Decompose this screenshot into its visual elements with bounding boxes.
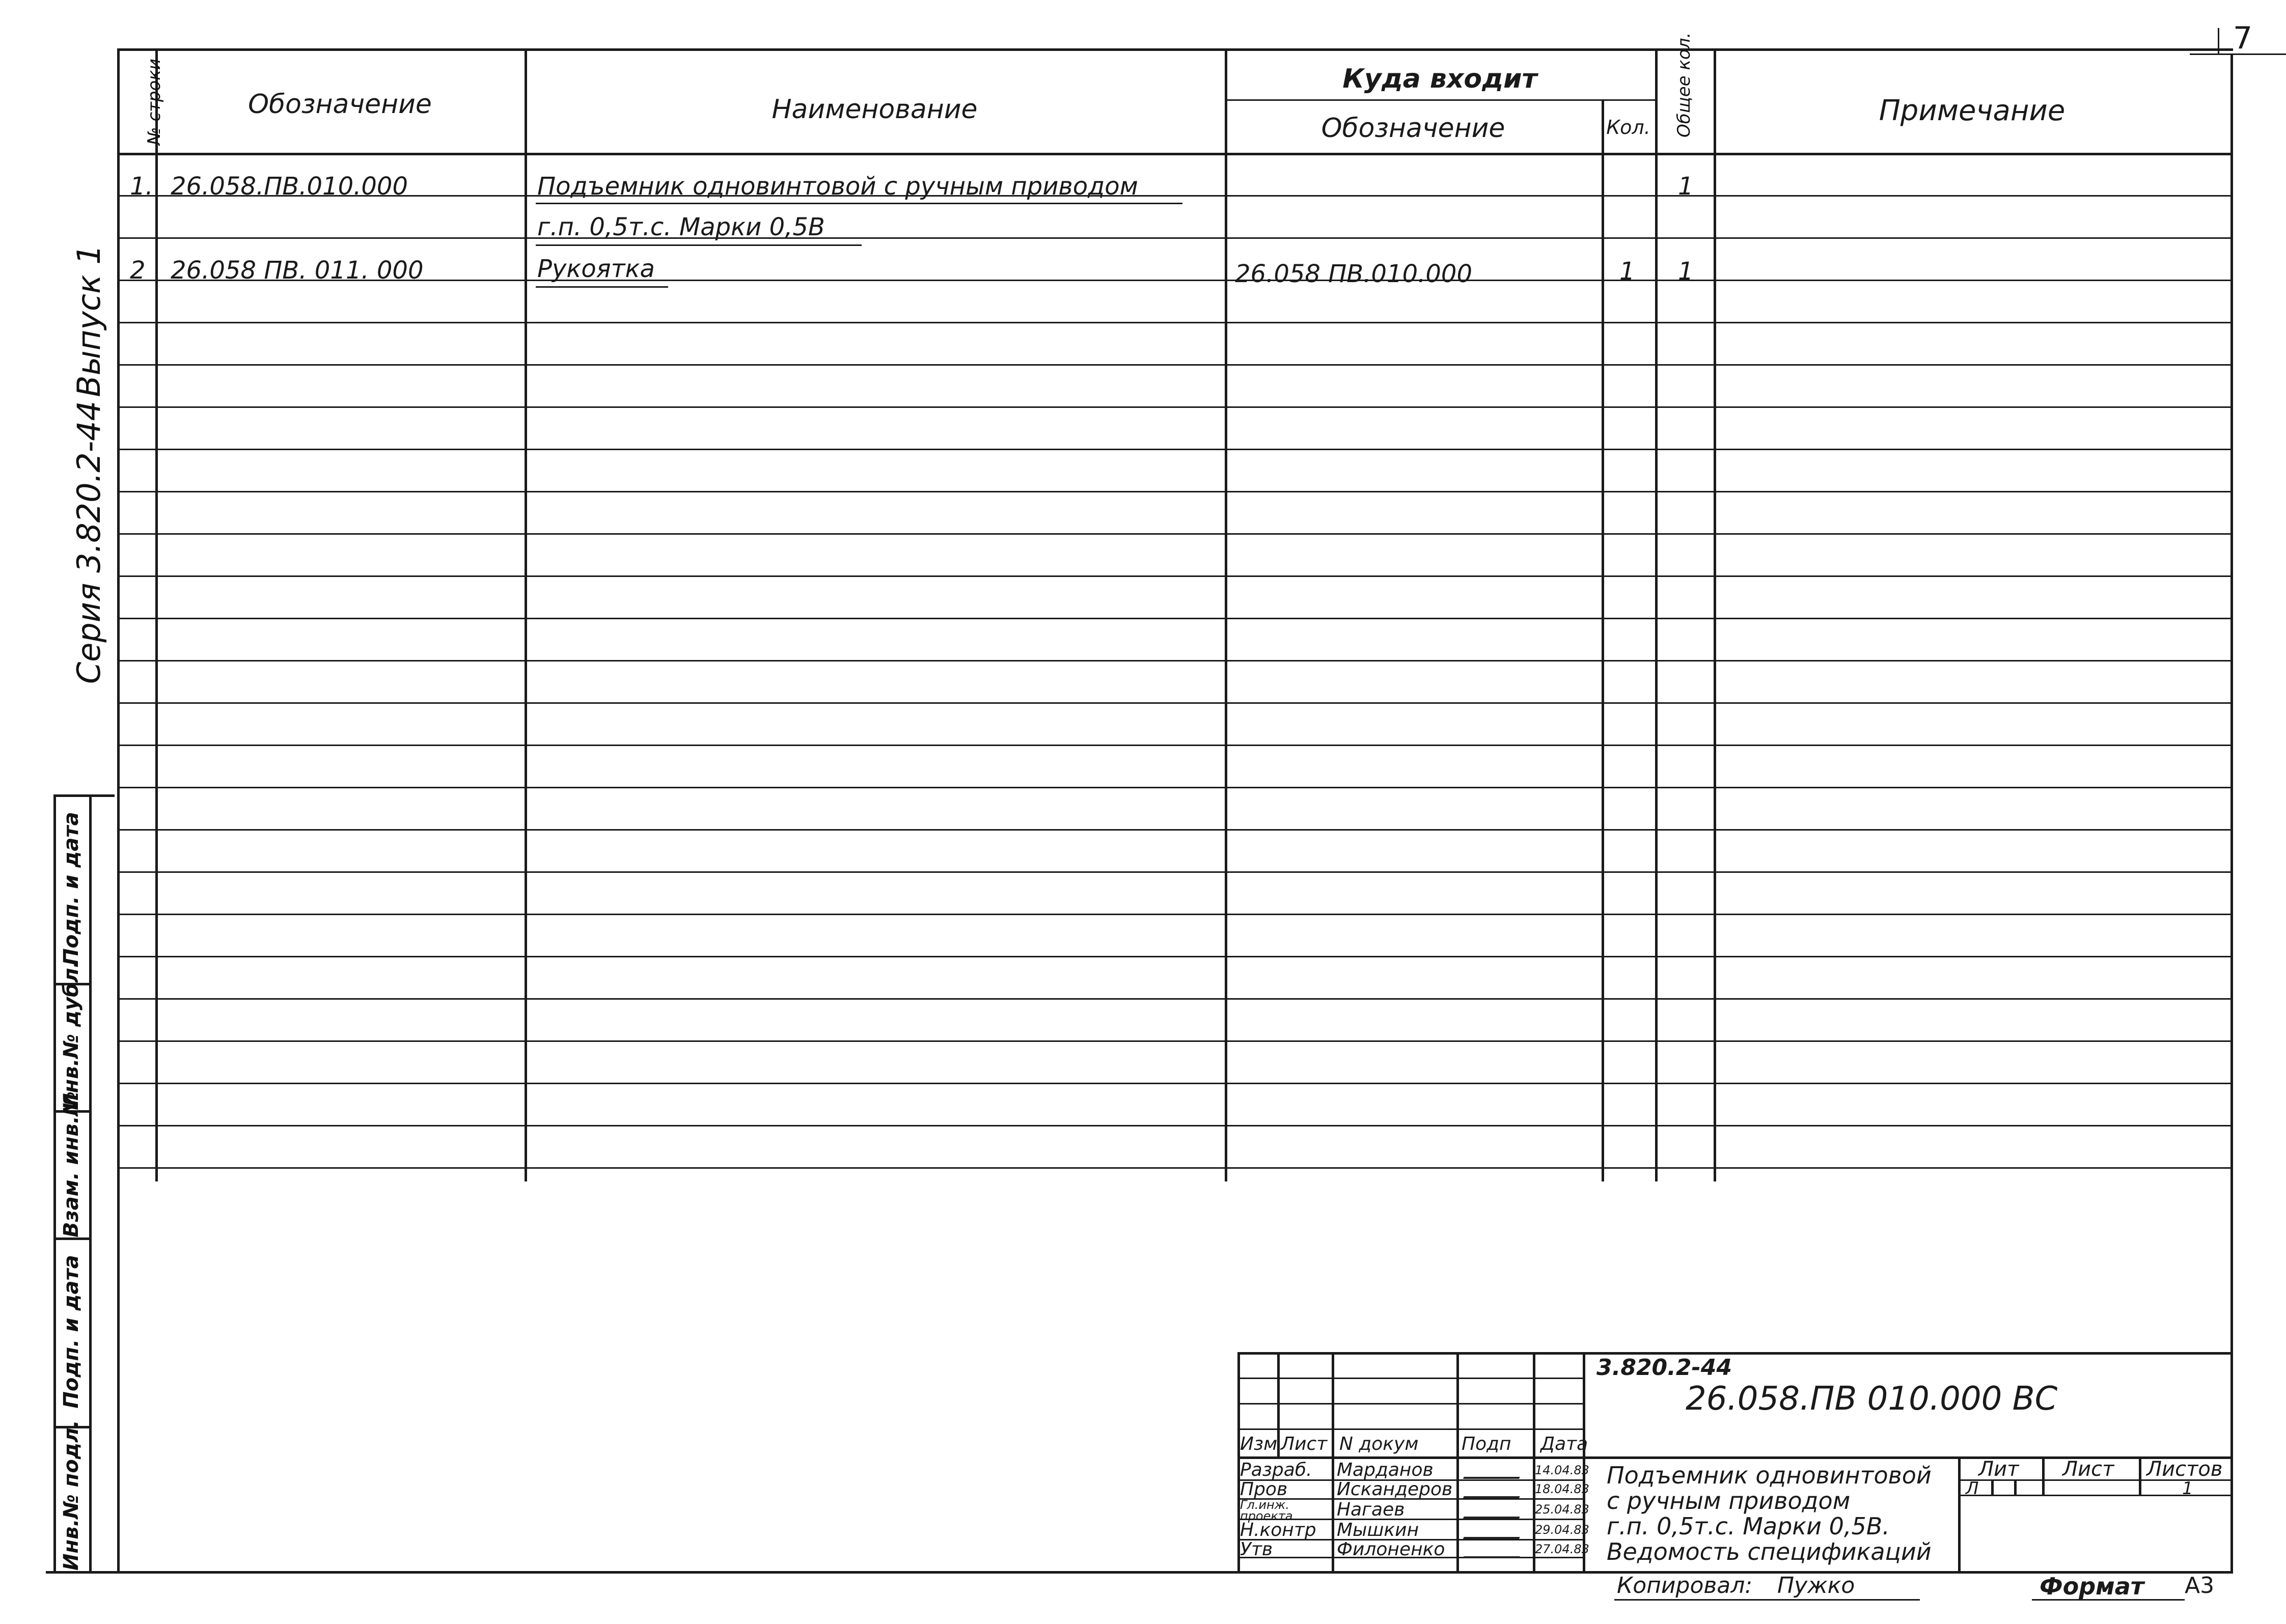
tb-desc-line-4: Ведомость спецификаций xyxy=(1607,1538,1932,1565)
row2-designation: 26.058 ПВ. 011. 000 xyxy=(171,256,424,285)
table-row-line xyxy=(117,533,2230,535)
tb-h-podp: Подп xyxy=(1462,1434,1511,1454)
tb-role-2: Пров xyxy=(1240,1479,1288,1500)
tb-signature-3 xyxy=(1463,1499,1526,1519)
tb-role-4: Н.контр xyxy=(1240,1520,1316,1540)
side-stamp-inv-dubl: Инв.№ дубл. xyxy=(60,960,83,1110)
titleblock-top xyxy=(1237,1352,2230,1355)
table-row-line xyxy=(117,153,2230,155)
tb-date-2: 18.04.83 xyxy=(1535,1482,1589,1496)
side-stamp-right xyxy=(89,794,92,1571)
page-number: 7 xyxy=(2233,20,2253,56)
tb-sheets-left xyxy=(2139,1456,2141,1495)
tb-date-4: 29.04.83 xyxy=(1535,1523,1589,1537)
tb-col-2 xyxy=(1332,1352,1334,1571)
table-row-line xyxy=(117,280,2230,281)
table-row-line xyxy=(117,491,2230,492)
tb-sheets-value: 1 xyxy=(2182,1478,2193,1499)
tb-lit-value: Л xyxy=(1966,1478,1979,1499)
tb-series-code: 3.820.2-44 xyxy=(1596,1355,1732,1381)
table-row-line xyxy=(117,745,2230,746)
footer-format-label: Формат xyxy=(2040,1573,2144,1600)
tb-desc-line-2: с ручным приводом xyxy=(1607,1487,1851,1515)
table-row-line xyxy=(117,660,2230,662)
where-used-subdivider xyxy=(1225,99,1655,101)
tb-row-2 xyxy=(1237,1403,1583,1405)
col-line-total xyxy=(1714,48,1716,1181)
tb-date-5: 27.04.83 xyxy=(1535,1542,1589,1556)
header-where-used: Куда входит xyxy=(1342,64,1537,94)
tb-role-3: Гл.инж. проекта xyxy=(1240,1498,1293,1523)
tb-signature-2 xyxy=(1463,1479,1526,1498)
frame-left xyxy=(117,48,120,1571)
tb-lit-label: Лит xyxy=(1978,1457,2019,1481)
tb-lit-sub1 xyxy=(1991,1479,1994,1495)
row2-no: 2 xyxy=(130,256,146,285)
tb-desc-line-3: г.п. 0,5т.с. Марки 0,5В. xyxy=(1607,1512,1890,1540)
table-row-line xyxy=(117,449,2230,450)
table-row-line xyxy=(117,575,2230,577)
row1b-name-underline xyxy=(536,244,862,246)
tb-sheet-left xyxy=(2042,1456,2045,1495)
col-line-where xyxy=(1602,99,1604,1181)
header-designation: Обозначение xyxy=(248,89,432,120)
tb-document-code: 26.058.ПВ 010.000 ВС xyxy=(1686,1380,2058,1418)
tb-row-3 xyxy=(1237,1428,1583,1430)
tb-date-3: 25.04.83 xyxy=(1535,1502,1589,1517)
tb-row-1 xyxy=(1237,1378,1583,1379)
col-line-no xyxy=(155,48,158,1181)
table-row-line xyxy=(117,787,2230,788)
table-row-line xyxy=(117,1167,2230,1169)
tb-h-data: Дата xyxy=(1540,1434,1588,1454)
footer-copied-label: Копировал: xyxy=(1617,1573,1753,1599)
footer-format-underline xyxy=(2032,1599,2185,1601)
table-row-line xyxy=(117,956,2230,957)
row2-name: Рукоятка xyxy=(537,255,655,283)
tb-h-list: Лист xyxy=(1281,1434,1328,1454)
header-row-no: № строки xyxy=(144,59,164,145)
row1-designation: 26.058.ПВ.010.000 xyxy=(171,172,408,201)
table-row-line xyxy=(117,871,2230,873)
footer-copied-by: Пужко xyxy=(1777,1573,1855,1599)
tb-h-ndokum: N докум xyxy=(1339,1434,1419,1454)
row2-name-underline xyxy=(536,286,668,288)
table-row-line xyxy=(117,702,2230,704)
side-stamp-inv-podl: Инв.№ подл. xyxy=(60,1420,83,1571)
tb-signature-5 xyxy=(1463,1539,1526,1558)
tb-name-3: Нагаев xyxy=(1337,1499,1405,1520)
tb-signature-4 xyxy=(1463,1520,1526,1539)
header-qty: Кол. xyxy=(1606,116,1650,139)
row2-total: 1 xyxy=(1678,257,1694,286)
frame-right xyxy=(2230,53,2233,1571)
table-row-line xyxy=(117,829,2230,831)
table-row-line xyxy=(117,1083,2230,1084)
row2-where: 26.058 ПВ.010.000 xyxy=(1235,260,1472,288)
row1-no: 1. xyxy=(130,172,153,201)
frame-bottom xyxy=(46,1571,2233,1574)
row2-qty: 1 xyxy=(1619,257,1635,286)
table-row-line xyxy=(117,364,2230,366)
vypusk-label: Выпуск 1 xyxy=(70,244,107,397)
row1-name: Подъемник одновинтовой с ручным приводом xyxy=(537,172,1138,201)
tb-role-1: Разраб. xyxy=(1240,1460,1312,1480)
table-row-line xyxy=(117,406,2230,408)
col-line-qty xyxy=(1655,48,1658,1181)
tb-sheets-label: Листов xyxy=(2146,1457,2223,1481)
col-line-designation xyxy=(525,48,527,1181)
tb-col-5 xyxy=(1583,1352,1585,1571)
row1-total: 1 xyxy=(1678,172,1694,201)
tb-name-5: Филоненко xyxy=(1337,1539,1445,1560)
side-stamp-podp-data-2: Подп. и дата xyxy=(60,1255,83,1409)
page-number-underline xyxy=(2190,53,2286,55)
tb-name-1: Марданов xyxy=(1337,1460,1434,1480)
tb-col-3 xyxy=(1456,1352,1459,1571)
table-row-line xyxy=(117,322,2230,323)
table-row-line xyxy=(117,1125,2230,1126)
side-stamp-podp-data-1: Подп. и дата xyxy=(60,812,83,966)
footer-format-value: А3 xyxy=(2185,1573,2215,1599)
tb-date-1: 14.04.83 xyxy=(1535,1463,1589,1477)
tb-lit-sub2 xyxy=(2014,1479,2017,1495)
tb-signature-1 xyxy=(1463,1460,1526,1479)
tb-h-izm: Изм xyxy=(1240,1434,1278,1454)
tb-name-2: Искандеров xyxy=(1337,1479,1453,1500)
table-row-line xyxy=(117,998,2230,1000)
row1-name-underline xyxy=(536,203,1182,204)
table-row-line xyxy=(117,237,2230,239)
table-row-line xyxy=(117,618,2230,619)
header-name: Наименование xyxy=(772,94,978,125)
row1b-name: г.п. 0,5т.с. Марки 0,5В xyxy=(537,213,825,241)
col-line-name xyxy=(1225,48,1227,1181)
tb-sheet-label: Лист xyxy=(2062,1457,2114,1481)
header-total-qty: Общее кол. xyxy=(1674,32,1694,137)
footer-copied-underline xyxy=(1614,1599,1920,1601)
tb-role-5: Утв xyxy=(1240,1539,1273,1560)
tb-name-4: Мышкин xyxy=(1337,1520,1419,1540)
side-stamp-vzam-inv: Взам. инв.№ xyxy=(60,1091,83,1237)
tb-col-4 xyxy=(1533,1352,1535,1571)
table-row-line xyxy=(117,195,2230,197)
seria-label: Серия 3.820.2-44 xyxy=(70,401,107,684)
frame-top xyxy=(117,48,2233,51)
header-note: Примечание xyxy=(1879,94,2065,127)
table-row-line xyxy=(117,1040,2230,1042)
tb-desc-line-1: Подъемник одновинтовой xyxy=(1607,1462,1932,1489)
tb-lit-left xyxy=(1958,1456,1961,1571)
header-where-designation: Обозначение xyxy=(1321,113,1505,144)
table-row-line xyxy=(117,914,2230,915)
